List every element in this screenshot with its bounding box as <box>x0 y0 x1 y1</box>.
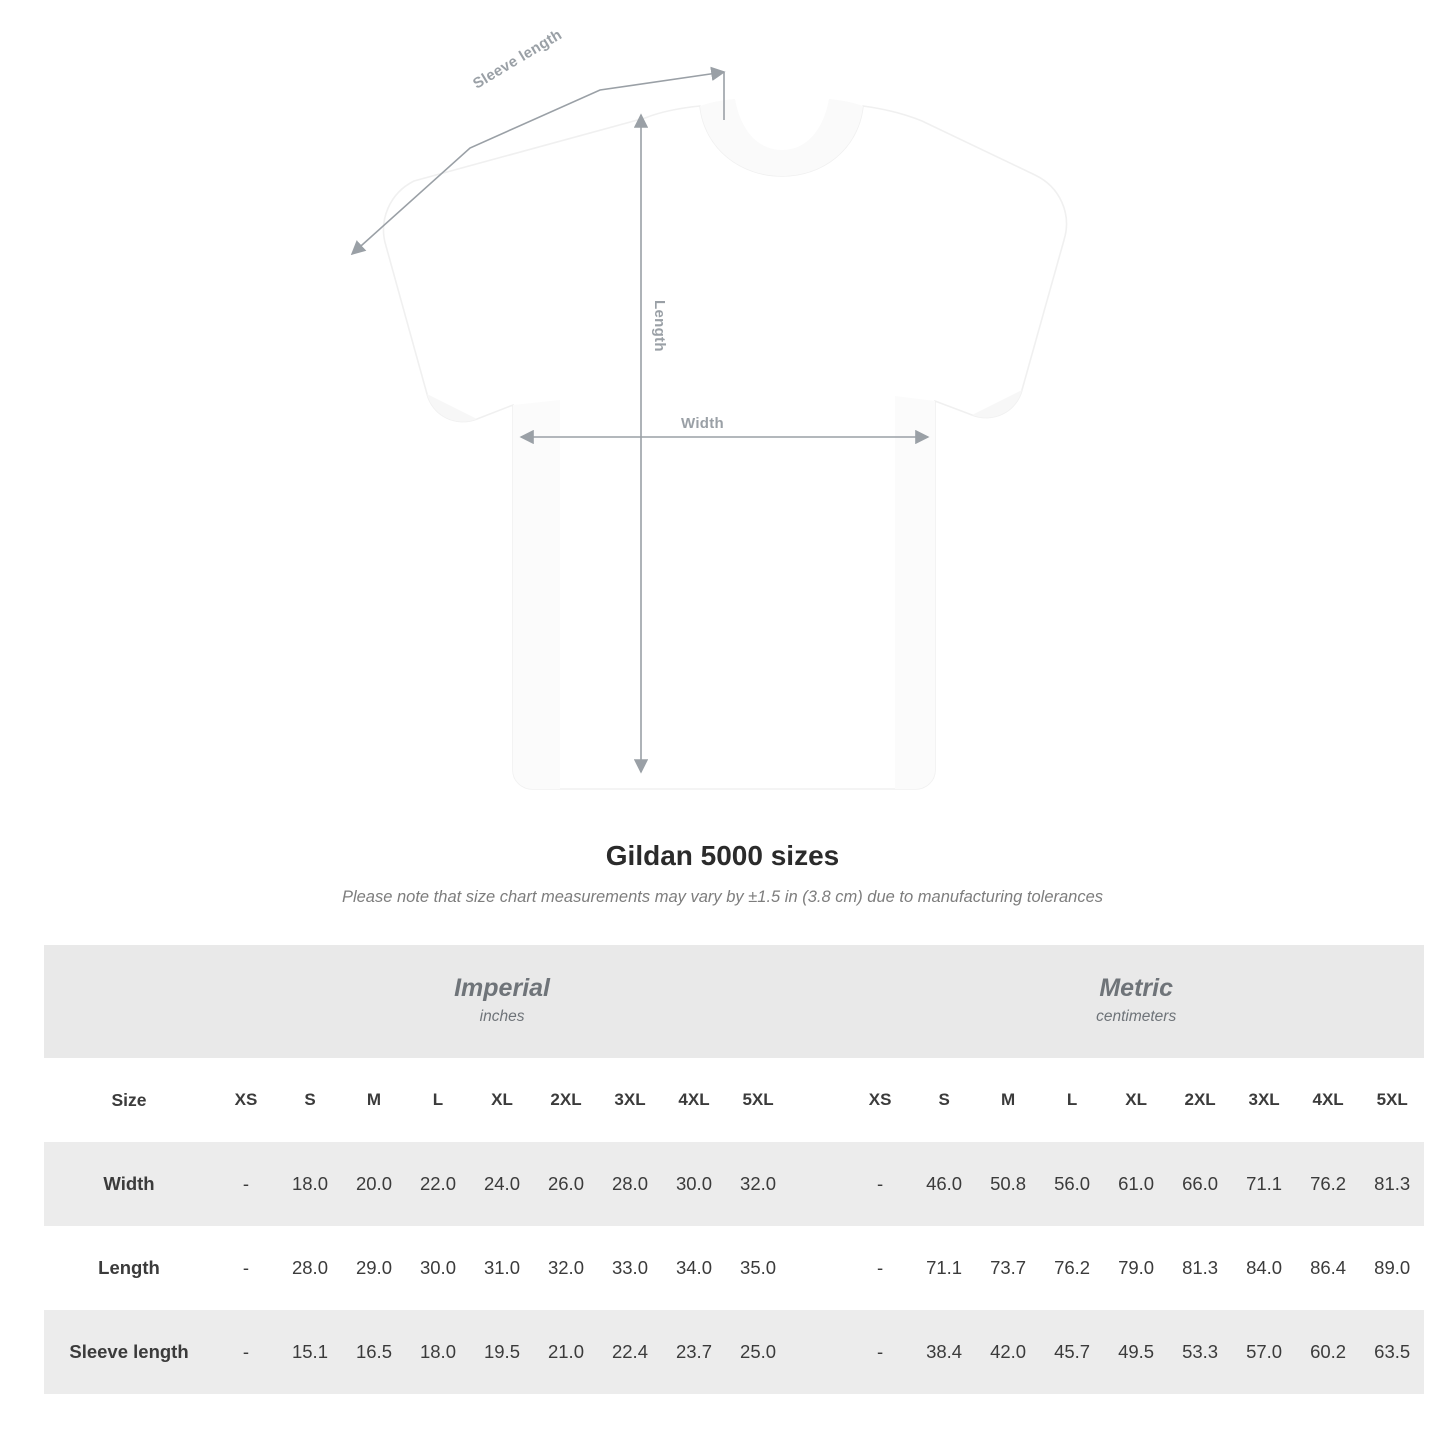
header-metric-xl: XL <box>1104 1058 1168 1142</box>
length-imperial-l: 30.0 <box>406 1226 470 1310</box>
length-imperial-m: 29.0 <box>342 1226 406 1310</box>
header-imperial-l: L <box>406 1058 470 1142</box>
unit-imperial-name: Imperial <box>454 974 550 1003</box>
sleeve-metric-4xl: 60.2 <box>1296 1310 1360 1394</box>
length-imperial-2xl: 32.0 <box>534 1226 598 1310</box>
size-table-container <box>44 945 1411 1394</box>
unit-metric-name: Metric <box>1099 974 1173 1003</box>
sleeve-imperial-2xl: 21.0 <box>534 1310 598 1394</box>
sleeve-imperial-5xl: 25.0 <box>726 1310 790 1394</box>
width-metric-5xl: 81.3 <box>1360 1142 1424 1226</box>
unit-imperial-sub: inches <box>479 1007 525 1025</box>
length-metric-l: 76.2 <box>1040 1226 1104 1310</box>
length-metric-s: 71.1 <box>912 1226 976 1310</box>
width-imperial-xs: - <box>214 1142 278 1226</box>
sleeve-imperial-l: 18.0 <box>406 1310 470 1394</box>
width-metric-2xl: 66.0 <box>1168 1142 1232 1226</box>
length-imperial-3xl: 33.0 <box>598 1226 662 1310</box>
length-label: Length <box>651 300 668 352</box>
header-size-label: Size <box>44 1058 214 1142</box>
sleeve-imperial-m: 16.5 <box>342 1310 406 1394</box>
length-metric-4xl: 86.4 <box>1296 1226 1360 1310</box>
header-imperial-4xl: 4XL <box>662 1058 726 1142</box>
header-metric-xs: XS <box>848 1058 912 1142</box>
width-imperial-5xl: 32.0 <box>726 1142 790 1226</box>
table-row <box>44 1310 1424 1394</box>
length-metric-5xl: 89.0 <box>1360 1226 1424 1310</box>
length-metric-2xl: 81.3 <box>1168 1226 1232 1310</box>
width-metric-m: 50.8 <box>976 1142 1040 1226</box>
length-imperial-s: 28.0 <box>278 1226 342 1310</box>
row-label-length: Length <box>44 1226 214 1310</box>
width-metric-s: 46.0 <box>912 1142 976 1226</box>
length-row-spacer <box>790 1226 848 1310</box>
header-imperial-2xl: 2XL <box>534 1058 598 1142</box>
length-imperial-xs: - <box>214 1226 278 1310</box>
row-label-sleeve-length: Sleeve length <box>44 1310 214 1394</box>
width-imperial-xl: 24.0 <box>470 1142 534 1226</box>
header-metric-m: M <box>976 1058 1040 1142</box>
title-block <box>0 840 1445 907</box>
unit-imperial-cell <box>214 945 790 1058</box>
header-imperial-xs: XS <box>214 1058 278 1142</box>
header-imperial-xl: XL <box>470 1058 534 1142</box>
sleeve-imperial-s: 15.1 <box>278 1310 342 1394</box>
page-title: Gildan 5000 sizes <box>605 840 840 871</box>
header-metric-5xl: 5XL <box>1360 1058 1424 1142</box>
sleeve-metric-xl: 49.5 <box>1104 1310 1168 1394</box>
size-table <box>44 945 1424 1394</box>
sleeve-metric-s: 38.4 <box>912 1310 976 1394</box>
header-metric-3xl: 3XL <box>1232 1058 1296 1142</box>
tolerance-note: Please note that size chart measurements may vary by ±1.5 in (3.8 cm) due to manufacturing tolerances <box>341 888 1104 906</box>
width-imperial-3xl: 28.0 <box>598 1142 662 1226</box>
length-imperial-5xl: 35.0 <box>726 1226 790 1310</box>
header-metric-2xl: 2XL <box>1168 1058 1232 1142</box>
sleeve-imperial-4xl: 23.7 <box>662 1310 726 1394</box>
width-imperial-m: 20.0 <box>342 1142 406 1226</box>
width-imperial-l: 22.0 <box>406 1142 470 1226</box>
unit-row-spacer-mid <box>790 945 848 1058</box>
sleeve-imperial-xl: 19.5 <box>470 1310 534 1394</box>
tshirt-shape <box>384 99 1067 789</box>
header-spacer <box>790 1058 848 1142</box>
sleeve-metric-5xl: 63.5 <box>1360 1310 1424 1394</box>
sleeve-row-spacer <box>790 1310 848 1394</box>
header-imperial-3xl: 3XL <box>598 1058 662 1142</box>
length-imperial-xl: 31.0 <box>470 1226 534 1310</box>
width-row-spacer <box>790 1142 848 1226</box>
length-metric-3xl: 84.0 <box>1232 1226 1296 1310</box>
width-metric-3xl: 71.1 <box>1232 1142 1296 1226</box>
header-metric-4xl: 4XL <box>1296 1058 1360 1142</box>
unit-metric-cell <box>848 945 1424 1058</box>
sleeve-metric-l: 45.7 <box>1040 1310 1104 1394</box>
unit-header-row <box>44 945 1424 1058</box>
unit-metric-sub: centimeters <box>1096 1007 1177 1025</box>
header-imperial-m: M <box>342 1058 406 1142</box>
sleeve-metric-xs: - <box>848 1310 912 1394</box>
length-metric-xl: 79.0 <box>1104 1226 1168 1310</box>
width-imperial-s: 18.0 <box>278 1142 342 1226</box>
width-metric-xs: - <box>848 1142 912 1226</box>
size-header-row <box>44 1058 1424 1142</box>
width-imperial-2xl: 26.0 <box>534 1142 598 1226</box>
header-metric-s: S <box>912 1058 976 1142</box>
header-metric-l: L <box>1040 1058 1104 1142</box>
row-label-width: Width <box>44 1142 214 1226</box>
length-metric-m: 73.7 <box>976 1226 1040 1310</box>
sleeve-metric-m: 42.0 <box>976 1310 1040 1394</box>
width-metric-4xl: 76.2 <box>1296 1142 1360 1226</box>
sleeve-metric-3xl: 57.0 <box>1232 1310 1296 1394</box>
header-imperial-s: S <box>278 1058 342 1142</box>
table-row <box>44 1142 1424 1226</box>
sleeve-imperial-xs: - <box>214 1310 278 1394</box>
unit-row-spacer-left <box>44 945 214 1058</box>
width-metric-l: 56.0 <box>1040 1142 1104 1226</box>
sleeve-length-label: Sleeve length <box>470 26 565 93</box>
length-imperial-4xl: 34.0 <box>662 1226 726 1310</box>
width-imperial-4xl: 30.0 <box>662 1142 726 1226</box>
table-row <box>44 1226 1424 1310</box>
sleeve-imperial-3xl: 22.4 <box>598 1310 662 1394</box>
sleeve-metric-2xl: 53.3 <box>1168 1310 1232 1394</box>
width-metric-xl: 61.0 <box>1104 1142 1168 1226</box>
width-label: Width <box>681 415 725 432</box>
header-imperial-5xl: 5XL <box>726 1058 790 1142</box>
length-metric-xs: - <box>848 1226 912 1310</box>
